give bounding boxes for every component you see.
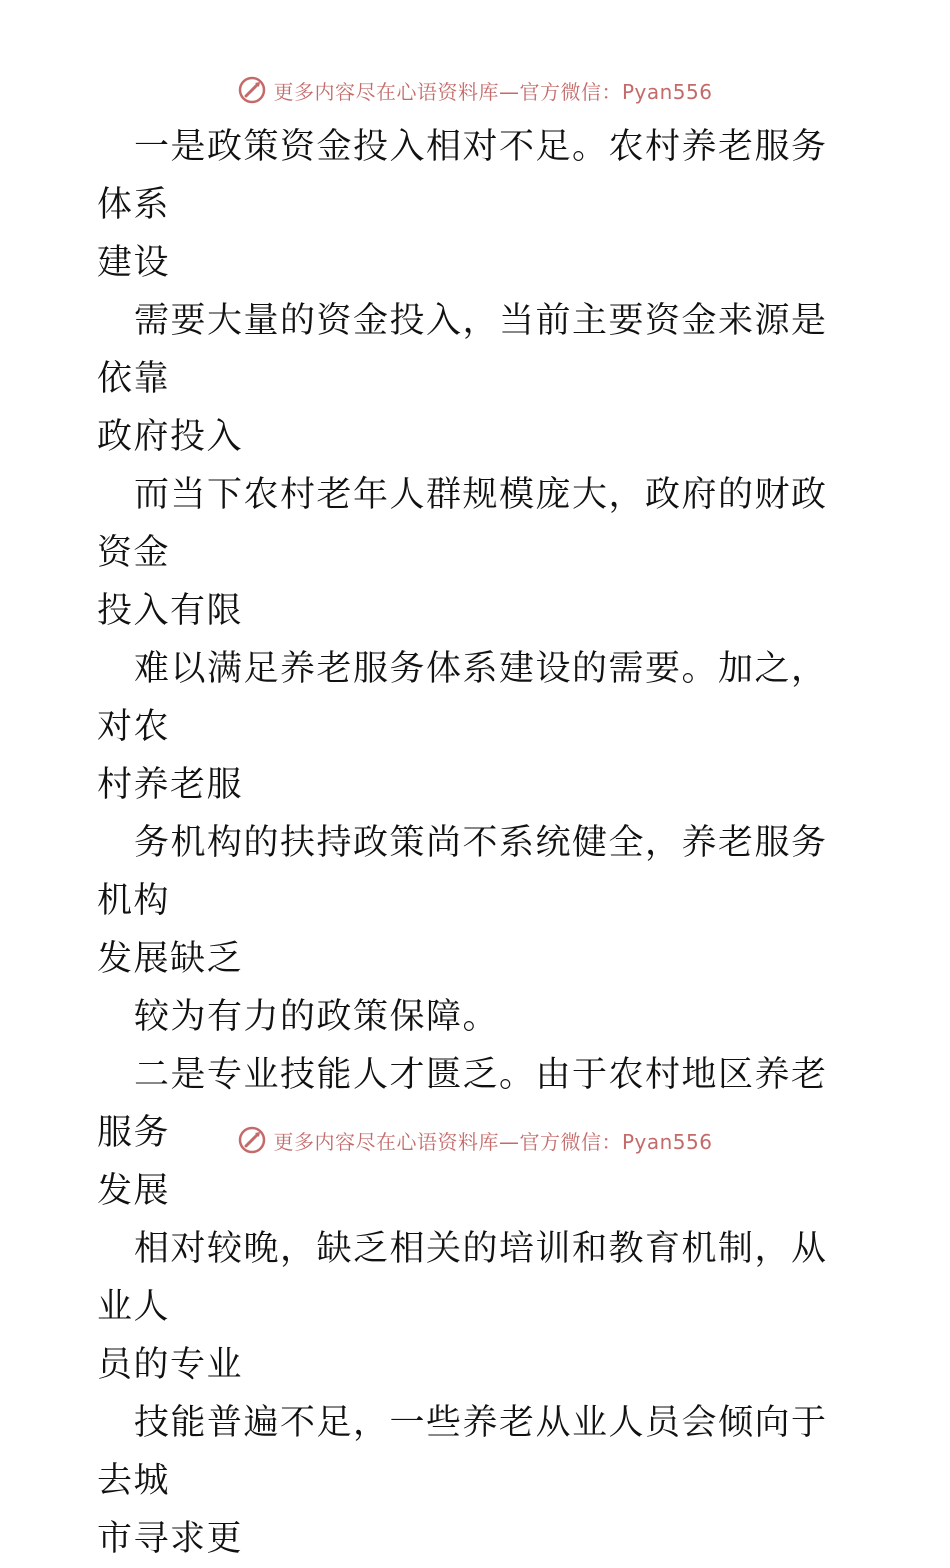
line-first: 二是专业技能人才匮乏。由于农村地区养老服务 [97, 1055, 828, 1153]
line-first: 一是政策资金投入相对不足。农村养老服务体系 [97, 127, 828, 225]
header-watermark-banner [0, 70, 950, 110]
line-rest: 建设 [97, 243, 171, 283]
paragraph-line [97, 118, 857, 292]
watermark-logo-icon [237, 1125, 267, 1155]
footer-banner-text: 更多内容尽在心语资料库—官方微信：Pyan556 [273, 1129, 713, 1154]
line-first: 难以满足养老服务体系建设的需要。加之，对农 [97, 649, 828, 747]
line-rest: 投入有限 [97, 591, 244, 631]
paragraph-line [97, 292, 857, 466]
header-banner-text: 更多内容尽在心语资料库—官方微信：Pyan556 [273, 79, 713, 104]
line-rest: 村养老服 [97, 765, 244, 805]
paragraph-line [97, 466, 857, 640]
line-rest: 发展缺乏 [97, 939, 244, 979]
paragraph-line [97, 988, 857, 1046]
line-first: 需要大量的资金投入，当前主要资金来源是依靠 [97, 301, 828, 399]
document-body [97, 118, 857, 1568]
line-rest: 政府投入 [97, 417, 244, 457]
line-rest: 员的专业 [97, 1345, 244, 1385]
paragraph-line [97, 1394, 857, 1568]
line-rest: 发展 [97, 1171, 171, 1211]
line-first: 相对较晚，缺乏相关的培训和教育机制，从业人 [97, 1229, 828, 1327]
watermark-logo-icon [237, 75, 267, 105]
line-first: 技能普遍不足，一些养老从业人员会倾向于去城 [97, 1403, 828, 1501]
line-first: 较为有力的政策保障。 [134, 997, 500, 1037]
line-first: 务机构的扶持政策尚不系统健全，养老服务机构 [97, 823, 828, 921]
paragraph-line [97, 814, 857, 988]
paragraph-line [97, 640, 857, 814]
line-rest: 市寻求更 [97, 1519, 244, 1559]
line-first: 而当下农村老年人群规模庞大，政府的财政资金 [97, 475, 828, 573]
paragraph-line [97, 1220, 857, 1394]
footer-watermark-banner [0, 1120, 950, 1160]
